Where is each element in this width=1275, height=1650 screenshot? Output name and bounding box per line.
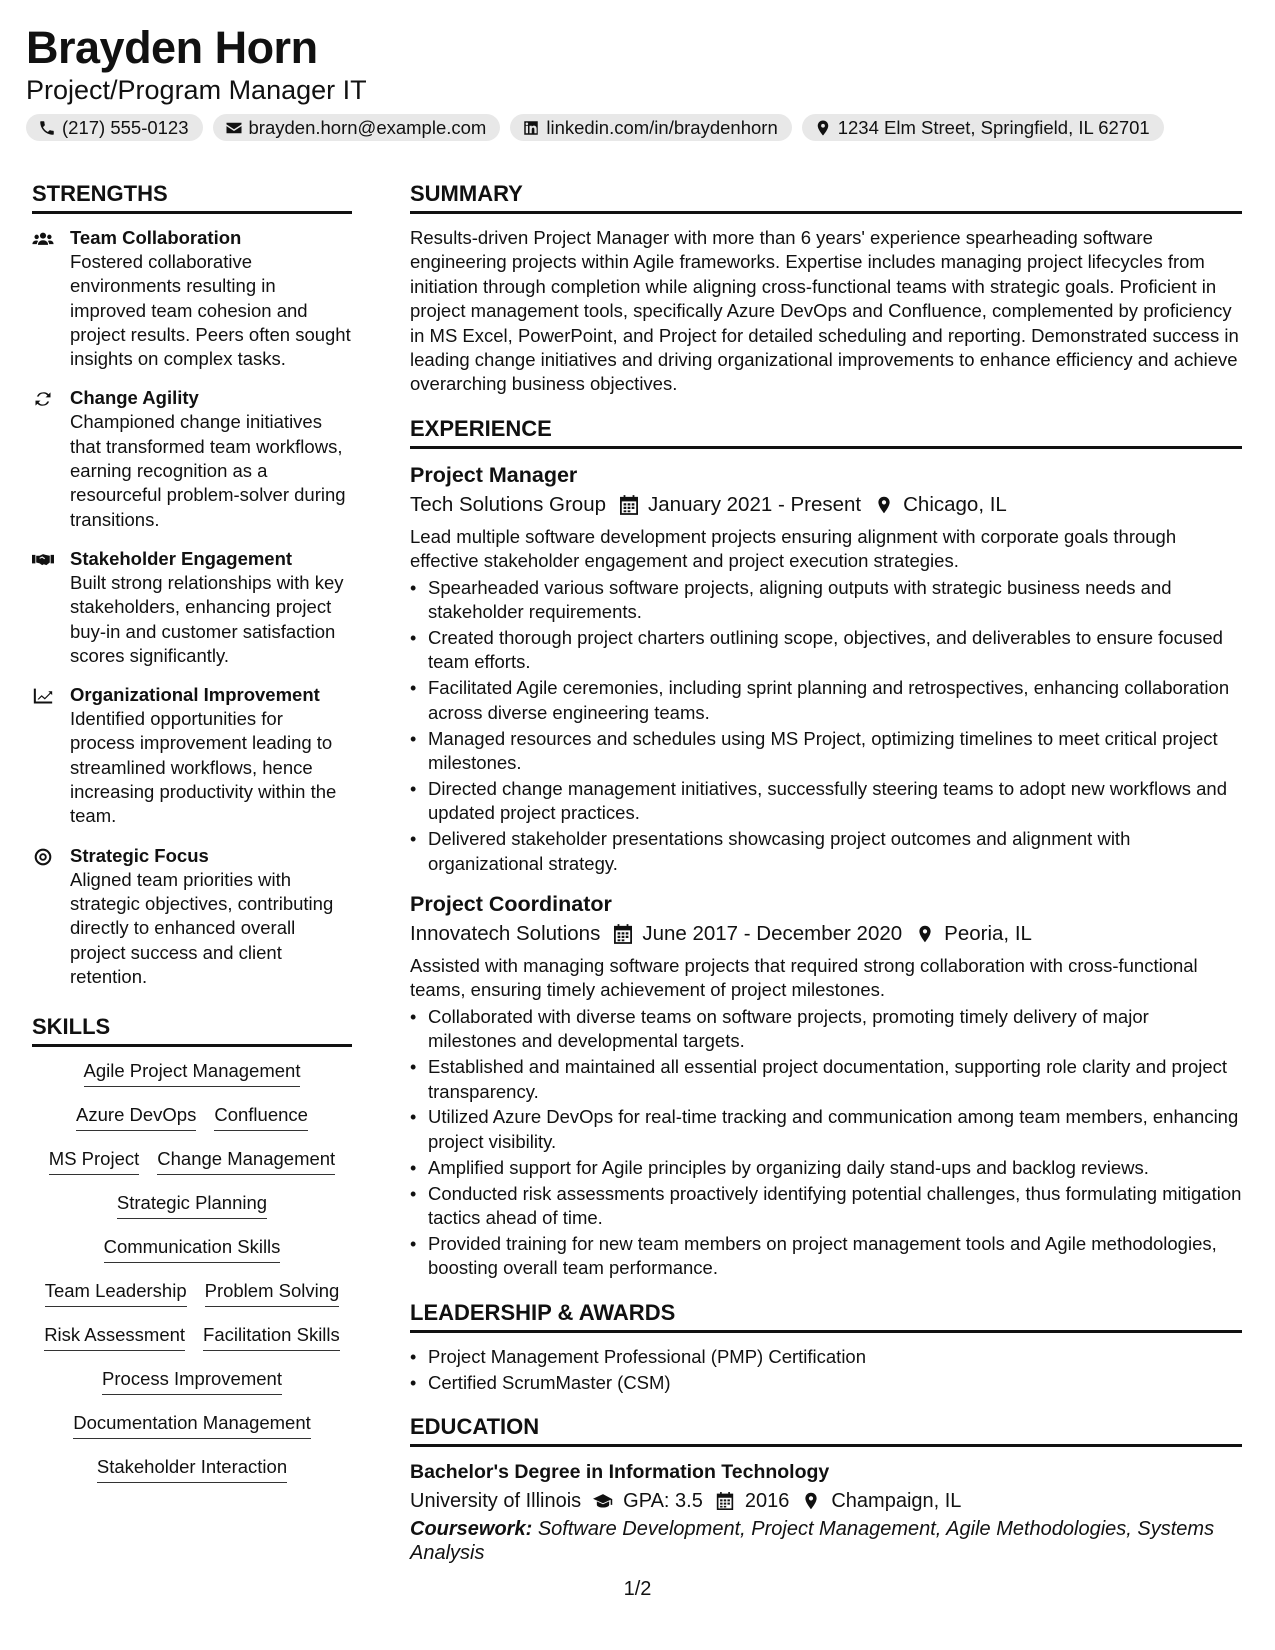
job-description: Lead multiple software development projects ensuring alignment with corporate goals through effective stakeholder engagement and project execution strategies.	[410, 525, 1177, 572]
job-meta	[410, 489, 1242, 521]
skill-tag: Process Improvement	[102, 1367, 282, 1395]
list-item: • Conducted risk assessments proactively identifying potential challenges, thus formulating mitigation tactics ahead of time.	[428, 1182, 1242, 1231]
strengths-heading: STRENGTHS	[32, 180, 352, 214]
strength-title: Change Agility	[70, 387, 199, 409]
skills-list	[32, 1059, 352, 1499]
list-item: • Managed resources and schedules using MS Project, optimizing timelines to meet critical project milestones.	[428, 727, 1242, 776]
education-gpa: GPA: 3.5	[623, 1490, 703, 1513]
strength-title: Stakeholder Engagement	[70, 547, 293, 569]
education-heading: EDUCATION	[410, 1413, 1242, 1447]
list-item: • Directed change management initiatives, successfully steering teams to adopt new workflows and updated project practices.	[428, 777, 1242, 826]
contact-text: linkedin.com/in/braydenhorn	[546, 116, 778, 138]
skill-tag: Confluence	[214, 1103, 308, 1131]
target-icon	[32, 847, 54, 867]
contact-email[interactable]	[213, 114, 501, 141]
job-entry	[410, 461, 1242, 876]
skill-tag: Problem Solving	[205, 1279, 340, 1307]
strength-desc: Championed change initiatives that transformed team workflows, earning recognition as a resourceful problem-solver during transitions.	[70, 411, 346, 530]
envelope-icon	[225, 119, 243, 137]
education-school: University of Illinois	[410, 1490, 582, 1513]
education-year: 2016	[744, 1490, 790, 1513]
skill-tag: Documentation Management	[73, 1411, 311, 1439]
leadership-list	[410, 1345, 1242, 1395]
candidate-name: Brayden Horn	[26, 22, 318, 73]
phone-icon	[38, 119, 56, 137]
chart-line-icon	[32, 686, 54, 706]
coursework-text: Software Development, Project Management, Agile Methodologies, Systems Analysis	[410, 1518, 1215, 1565]
skill-tag: Team Leadership	[45, 1279, 187, 1307]
location-pin-icon	[875, 495, 893, 515]
leadership-heading: LEADERSHIP & AWARDS	[410, 1299, 1242, 1333]
contact-text: brayden.horn@example.com	[248, 116, 487, 138]
skill-tag: Change Management	[157, 1147, 335, 1175]
users-icon	[32, 229, 54, 249]
location-pin-icon	[814, 119, 832, 137]
education-degree: Bachelor's Degree in Information Technology	[410, 1461, 830, 1484]
list-item: • Amplified support for Agile principles by organizing daily stand-ups and backlog reviews.	[428, 1156, 1242, 1180]
contact-phone[interactable]	[26, 114, 203, 141]
calendar-icon	[614, 924, 632, 944]
list-item: • Established and maintained all essential project documentation, supporting role clarity and project transparency.	[428, 1055, 1242, 1104]
job-location: Peoria, IL	[944, 922, 1032, 946]
contact-bar	[26, 114, 1164, 141]
coursework-label: Coursework:	[410, 1518, 533, 1541]
strength-item	[32, 547, 352, 668]
skill-tag: Stakeholder Interaction	[97, 1455, 287, 1483]
strength-desc: Built strong relationships with key stakeholders, enhancing project buy-in and customer satisfaction scores significantly.	[70, 571, 344, 666]
contact-linkedin[interactable]	[510, 114, 791, 141]
list-item: • Facilitated Agile ceremonies, including sprint planning and retrospectives, enhancing collaboration across diverse engineering teams.	[428, 676, 1242, 725]
skill-tag: Risk Assessment	[44, 1323, 185, 1351]
list-item: • Utilized Azure DevOps for real-time tracking and communication among team members, enhancing project visibility.	[428, 1105, 1242, 1154]
summary-heading: SUMMARY	[410, 180, 1242, 214]
summary-text: Results-driven Project Manager with more than 6 years' experience spearheading software engineering projects within Agile frameworks. Expertise includes managing project lifecycles from initiation through completion while aligning cross-functional teams with strategic goals. Proficient in project management tools, specifically Azure DevOps and Confluence, complemented by proficiency in MS Excel, PowerPoint, and Project for detailed scheduling and reporting. Demonstrated success in leading change initiatives and driving organizational improvements to enhance efficiency and achieve overarching business objectives.	[410, 227, 1239, 395]
list-item: • Certified ScrumMaster (CSM)	[428, 1371, 1242, 1395]
location-pin-icon	[916, 924, 934, 944]
strength-title: Organizational Improvement	[70, 684, 320, 706]
sync-icon	[32, 389, 54, 409]
skill-tag: Facilitation Skills	[203, 1323, 340, 1351]
skill-tag: MS Project	[49, 1147, 139, 1175]
job-meta	[410, 918, 1242, 950]
job-dates: June 2017 - December 2020	[642, 922, 903, 946]
strength-item	[32, 683, 352, 828]
handshake-icon	[32, 550, 54, 570]
list-item: • Created thorough project charters outlining scope, objectives, and deliverables to ensure focused team efforts.	[428, 626, 1242, 675]
strength-item	[32, 844, 352, 989]
strength-title: Team Collaboration	[70, 227, 242, 248]
job-title: Project Coordinator	[410, 892, 612, 917]
education-coursework	[410, 1517, 1242, 1565]
skill-tag: Communication Skills	[104, 1235, 281, 1263]
right-column	[410, 180, 1242, 1565]
location-pin-icon	[801, 1492, 821, 1510]
job-bullets	[410, 576, 1242, 876]
contact-text: (217) 555-0123	[62, 116, 189, 138]
job-company: Tech Solutions Group	[410, 492, 607, 516]
job-dates: January 2021 - Present	[648, 492, 862, 516]
job-entry	[410, 890, 1242, 1281]
strength-desc: Identified opportunities for process improvement leading to streamlined workflows, hence increasing productivity within the team.	[70, 708, 337, 827]
strength-title: Strategic Focus	[70, 844, 209, 866]
candidate-title: Project/Program Manager IT	[26, 75, 367, 105]
skills-heading: SKILLS	[32, 1013, 352, 1047]
skill-tag: Strategic Planning	[117, 1191, 267, 1219]
calendar-icon	[620, 495, 638, 515]
strength-item	[32, 226, 352, 371]
contact-address[interactable]	[802, 114, 1164, 141]
strength-item	[32, 386, 352, 531]
job-description: Assisted with managing software projects that required strong collaboration with cross-functional teams, ensuring timely achievement of project milestones.	[410, 955, 1198, 1001]
linkedin-icon	[522, 119, 540, 137]
job-company: Innovatech Solutions	[410, 922, 601, 946]
skill-tag: Agile Project Management	[84, 1059, 301, 1087]
page-number: 1/2	[623, 1578, 652, 1600]
calendar-icon	[715, 1492, 735, 1510]
list-item: • Provided training for new team members on project management tools and Agile methodologies, boosting overall team performance.	[428, 1232, 1242, 1281]
list-item: • Spearheaded various software projects, aligning outputs with strategic business needs and stakeholder requirements.	[428, 576, 1242, 625]
experience-heading: EXPERIENCE	[410, 415, 1242, 449]
education-location: Champaign, IL	[831, 1490, 962, 1513]
list-item: • Delivered stakeholder presentations showcasing project outcomes and alignment with organizational strategy.	[428, 827, 1242, 876]
left-column	[32, 180, 352, 1499]
job-title: Project Manager	[410, 462, 578, 487]
skill-tag: Azure DevOps	[76, 1103, 196, 1131]
job-location: Chicago, IL	[903, 492, 1007, 516]
strength-desc: Aligned team priorities with strategic objectives, contributing directly to enhanced overall project success and client retention.	[70, 868, 334, 987]
education-meta	[410, 1485, 1242, 1517]
list-item: • Collaborated with diverse teams on software projects, promoting timely delivery of major milestones and developmental targets.	[428, 1005, 1242, 1054]
list-item: • Project Management Professional (PMP) Certification	[428, 1345, 1242, 1369]
strength-desc: Fostered collaborative environments resulting in improved team cohesion and project results. Peers often sought insights on complex tasks.	[70, 251, 351, 370]
job-bullets	[410, 1005, 1242, 1281]
graduation-cap-icon	[593, 1492, 613, 1510]
contact-text: 1234 Elm Street, Springfield, IL 62701	[837, 116, 1150, 138]
